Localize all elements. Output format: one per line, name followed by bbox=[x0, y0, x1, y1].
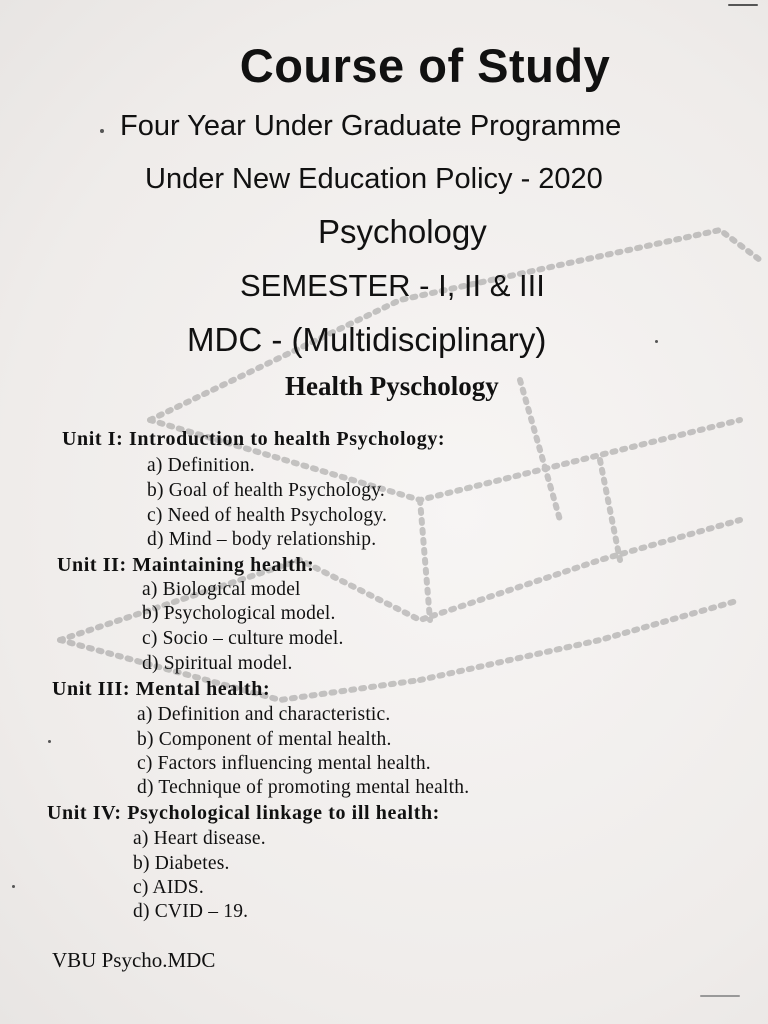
unit-item: b) Psychological model. bbox=[142, 603, 336, 624]
unit-item: a) Definition and characteristic. bbox=[137, 704, 391, 725]
unit-item: b) Goal of health Psychology. bbox=[147, 480, 385, 501]
unit-item: c) AIDS. bbox=[133, 877, 204, 898]
unit-item: b) Component of mental health. bbox=[137, 729, 392, 750]
scan-speck bbox=[728, 4, 758, 6]
programme-line: Four Year Under Graduate Programme bbox=[120, 110, 622, 142]
scan-speck bbox=[655, 340, 658, 343]
unit-item: c) Socio – culture model. bbox=[142, 628, 344, 649]
unit-heading: Unit IV: Psychological linkage to ill health: bbox=[47, 802, 440, 824]
unit-heading: Unit III: Mental health: bbox=[52, 678, 271, 700]
unit-item: a) Heart disease. bbox=[133, 828, 266, 849]
subject-heading: Psychology bbox=[318, 213, 487, 250]
unit-item: c) Need of health Psychology. bbox=[147, 505, 388, 526]
unit-heading: Unit II: Maintaining health: bbox=[57, 554, 315, 576]
unit-item: c) Factors influencing mental health. bbox=[137, 753, 431, 774]
footer-code: VBU Psycho.MDC bbox=[52, 948, 216, 972]
scan-speck bbox=[48, 740, 51, 743]
scan-speck bbox=[700, 995, 740, 997]
semester-heading: SEMESTER - I, II & III bbox=[240, 268, 545, 303]
paper-title: Health Pyschology bbox=[285, 371, 499, 401]
unit-item: b) Diabetes. bbox=[133, 853, 230, 874]
course-type-heading: MDC - (Multidisciplinary) bbox=[187, 321, 547, 358]
document-title: Course of Study bbox=[239, 39, 611, 92]
policy-line: Under New Education Policy - 2020 bbox=[145, 163, 603, 195]
unit-item: d) CVID – 19. bbox=[133, 901, 249, 922]
scan-speck bbox=[12, 885, 15, 888]
unit-item: d) Mind – body relationship. bbox=[147, 529, 377, 550]
unit-heading: Unit I: Introduction to health Psychology: bbox=[62, 428, 446, 450]
unit-item: a) Biological model bbox=[142, 579, 301, 600]
unit-item: d) Spiritual model. bbox=[142, 653, 293, 674]
scan-speck bbox=[100, 129, 104, 133]
unit-item: a) Definition. bbox=[147, 455, 255, 476]
unit-item: d) Technique of promoting mental health. bbox=[137, 777, 470, 798]
